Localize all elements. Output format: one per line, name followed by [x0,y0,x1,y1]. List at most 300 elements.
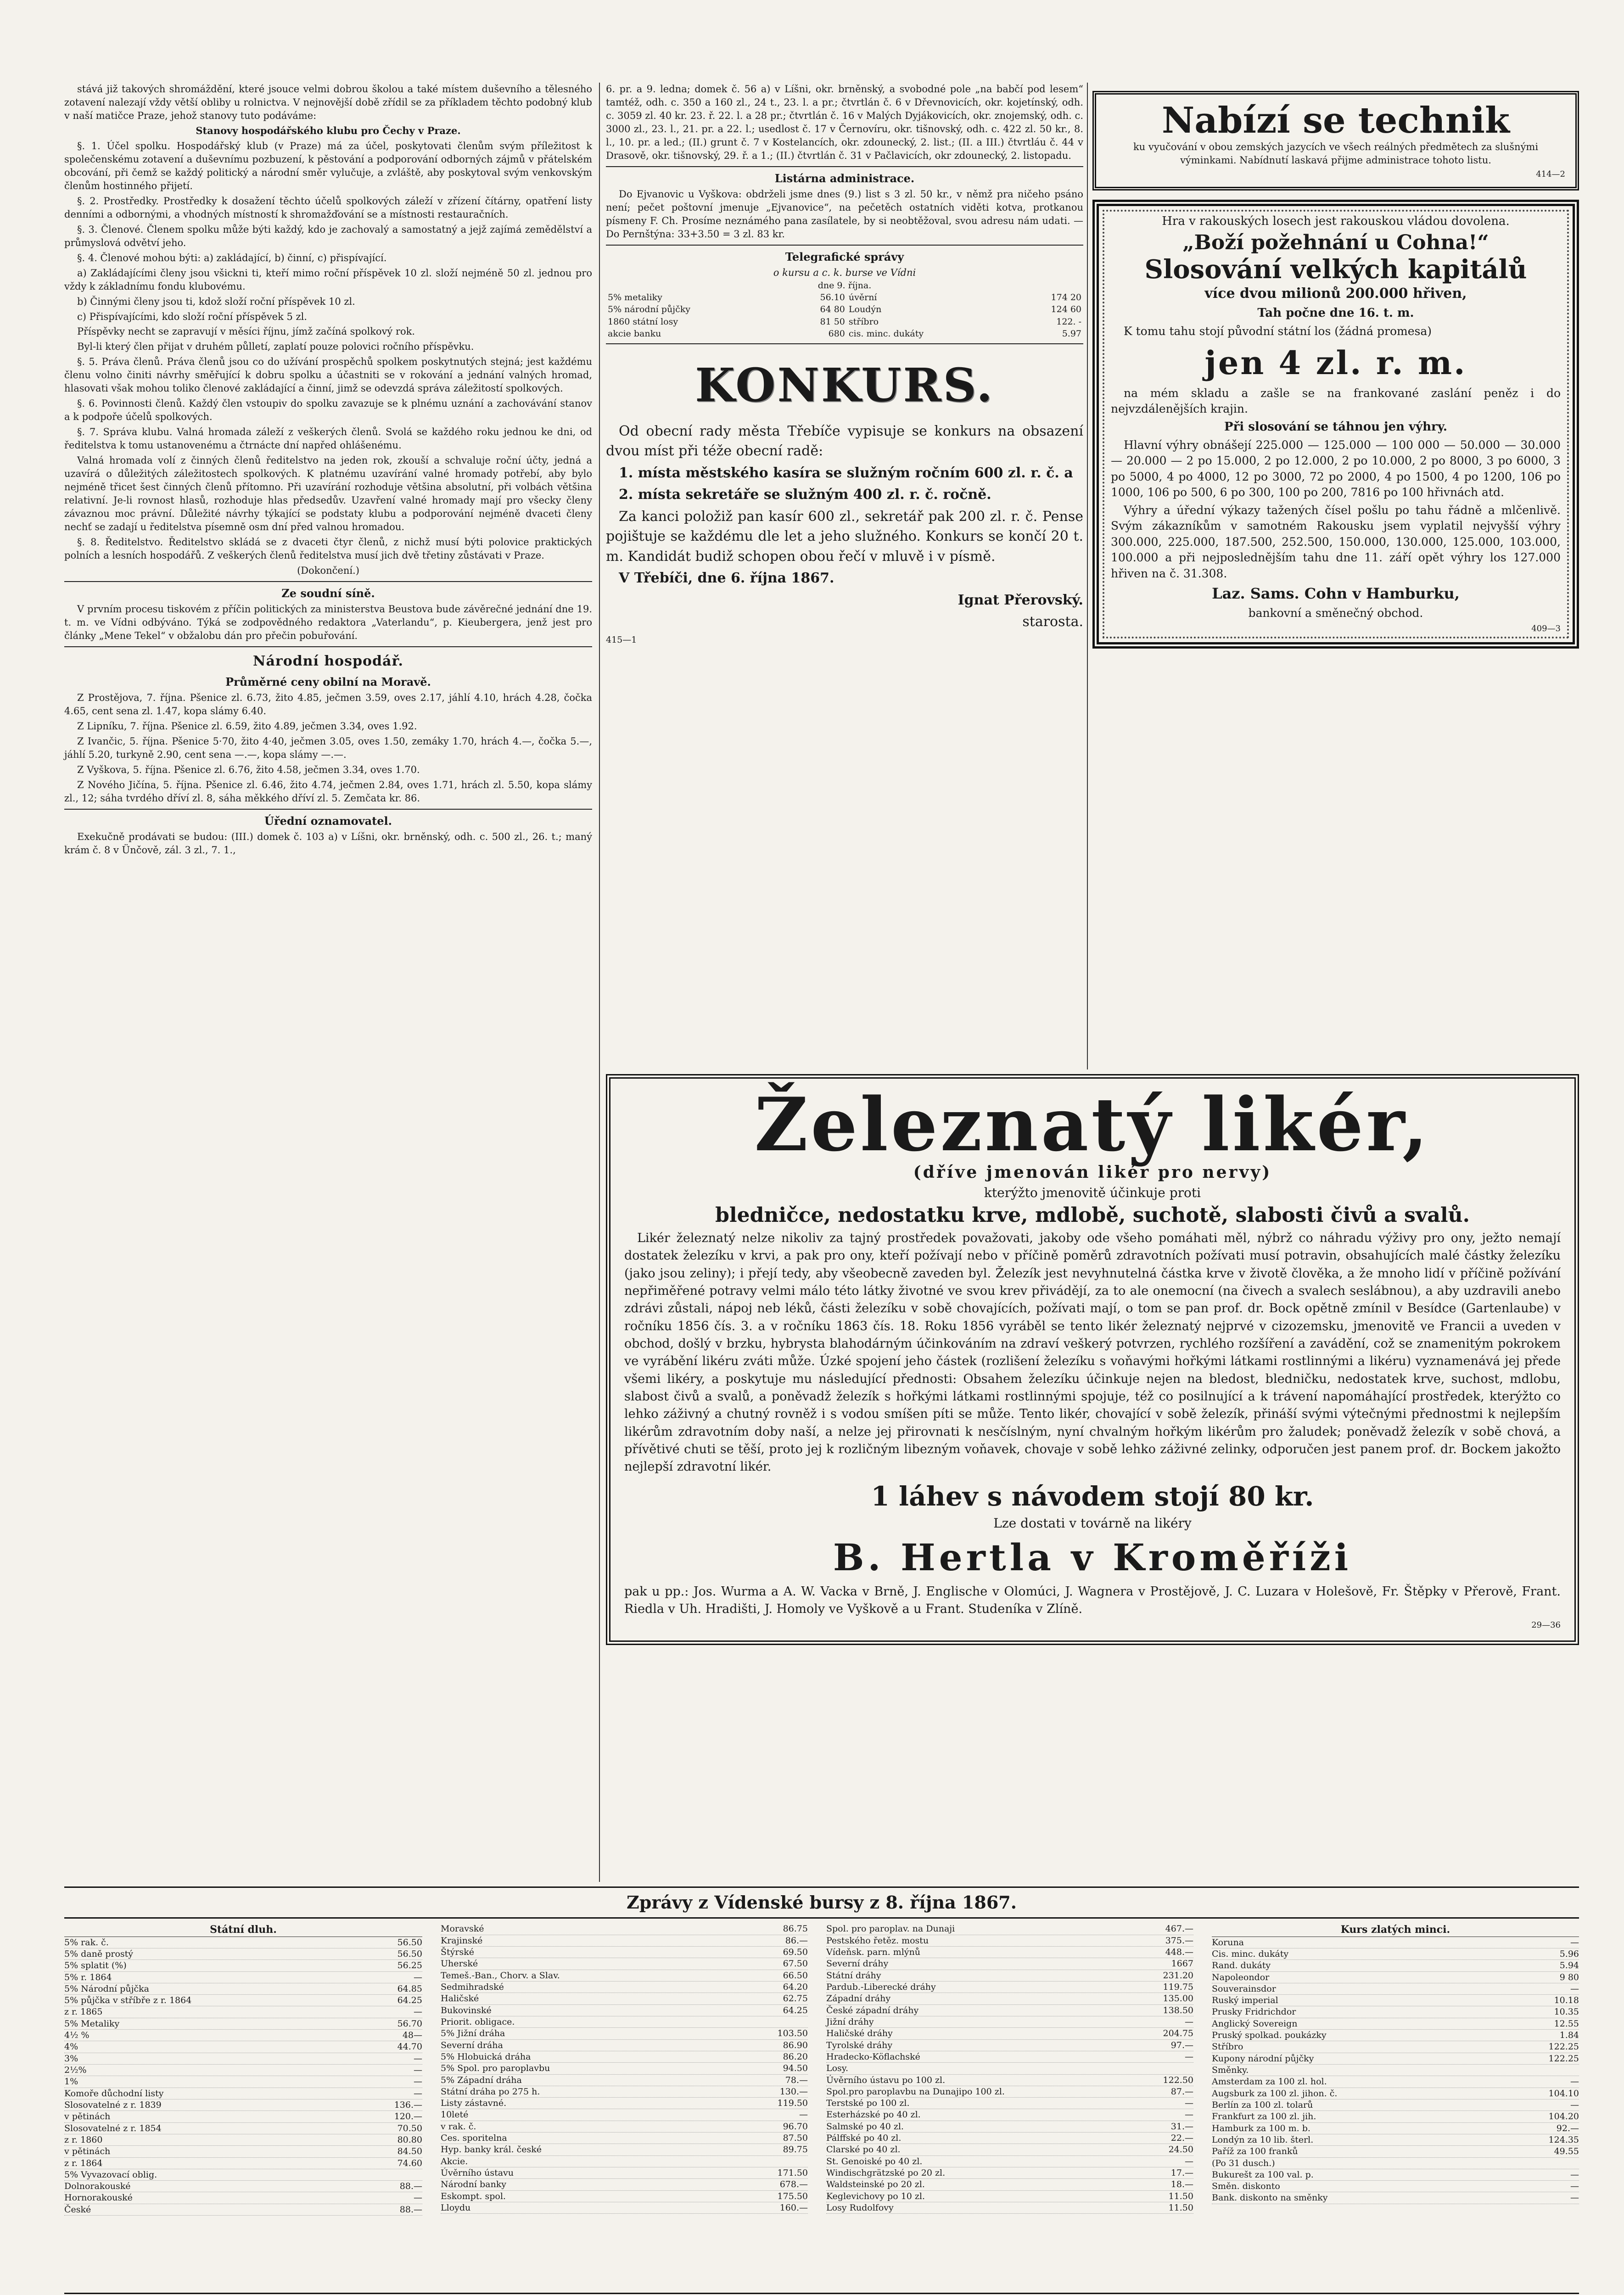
exchange-row [441,1982,808,1993]
exchange-row [1212,1960,1579,1971]
exchange-row [441,2075,808,2086]
rate-value: 124 60 [1051,304,1081,315]
exchange-row [826,2202,1193,2214]
exchange-row [64,1972,422,1983]
exchange-item-name: 10leté [441,2110,469,2120]
stanovy-paragraph: §. 1. Účel spolku. Hospodářský klub (v Praze) má za účel, poskytovati členům svým příležitost k společenskému zotavení a duševnímu pozbuzení, k pěstování a podporování odborných zájmů v přátelském obcování, při čemž se každý politický a národní směr vylučuje, a zvláště, aby poskytoval svým venkovským členům hostinného přijetí. [64,140,592,191]
exchange-row [1212,2169,1579,2181]
admin-letters-paragraph: Do Ejvanovic u Vyškova: obdrželi jsme dnes (9.) list s 3 zl. 50 kr., v němž pra ničeho psáno není; pečet poštovní jmenuje „Ejvanovice“, na pečetěch ostatních viděti kotva, protkanou písmeny F. Ch. Prosíme neznámého pana zasílatele, by si neobtěžoval, svou adresu nám udati. — Do Pernštýna: 33+3.50 = 3 zl. 83 kr. [606,188,1083,240]
exchange-item-name: Londýn za 10 lib. šterl. [1212,2134,1314,2145]
rate-name: 5% národní půjčky [608,304,690,315]
stanovy-paragraph: §. 4. Členové mohou býti: a) zakládající, b) činní, c) přispívající. [77,252,387,263]
exchange-item-value: 22.— [1170,2133,1193,2144]
exchange-item-value: 89.75 [783,2144,808,2155]
exchange-item-name: Souverainsdor [1212,1983,1276,1994]
exchange-item-name: 4½ % [64,2030,90,2041]
exchange-row [826,2109,1193,2121]
exchange-item-value: 375.— [1165,1935,1193,1946]
exchange-row [441,1947,808,1958]
exchange-item-name: Kupony národní půjčky [1212,2053,1314,2064]
exchange-item-name: Frankfurt za 100 zl. jih. [1212,2111,1316,2122]
grain-prices-title: Průměrné ceny obilní na Moravě. [225,675,431,689]
exchange-item-name: Augsburk za 100 zl. jihon. č. [1212,2088,1338,2099]
exchange-item-name: v rak. č. [441,2121,476,2132]
exchange-item-name: Směn. diskonto [1212,2181,1280,2192]
exchange-item-name: 5% daně prostý [64,1948,133,1959]
lottery-sum: více dvou milionů 200.000 hřiven, [1204,285,1467,302]
exchange-item-value: 64.25 [397,1995,422,2006]
exchange-item-name: Listy zástavné. [441,2098,507,2109]
exchange-item-value: 62.75 [783,1993,808,2004]
exchange-row [826,2075,1193,2086]
lottery-headline: „Boží požehnání u Cohna!“ [1182,231,1489,255]
exchange-item-name: 5% r. 1864 [64,1972,112,1982]
technician-ad-title: Nabízí se technik [1161,100,1510,141]
exchange-item-value: 88.— [399,2181,422,2192]
exchange-row [441,2133,808,2144]
exchange-item-name: Státní dráha po 275 h. [441,2086,540,2097]
exchange-item-name: Pestského řetěz. mostu [826,1935,929,1946]
stanovy-paragraph: §. 7. Správa klubu. Valná hromada záleží z veškerých členů. Svolá se každého roku jednou ke dni, od ředitelstva k tomu ustanovenému a čtrnácte dní napřed ohlášenému. [64,426,592,451]
column-right [1092,83,1579,649]
vienna-exchange-report [64,1886,1579,2290]
exchange-row [1212,2146,1579,2157]
lottery-ad [1092,200,1579,649]
exchange-item-value: — [1570,2181,1579,2192]
exchange-item-name: Keglevichovy po 10 zl. [826,2191,925,2201]
exchange-item-value: — [1185,2098,1193,2109]
grain-price-paragraph: Z Ivančic, 5. října. Pšenice 5·70, žito 4·40, ječmen 3.05, oves 1.50, zemáky 1.70, hrách 4.—, čočka 5.—, jáhlí 5.20, turkyně 2.90, cent sena —.—, kopa slámy —.—. [64,736,592,761]
exchange-item-name: Hradecko-Köflachské [826,2051,920,2062]
exchange-row [826,1923,1193,1935]
konkurs-item: 1. místa městského kasíra se služným ročním 600 zl. r. č. a [619,465,1073,481]
exchange-item-name: Spol. pro paroplav. na Dunaji [826,1924,955,1934]
exchange-row [826,2063,1193,2074]
grain-price-paragraph: Z Lipníku, 7. října. Pšenice zl. 6.59, žito 4.89, ječmen 3.34, oves 1.92. [77,721,417,732]
exchange-item-name: Prusky Fridrichdor [1212,2007,1296,2017]
exchange-item-value: 122.25 [1548,2042,1579,2052]
exchange-item-value: 96.70 [783,2121,808,2132]
liqueur-dealers: pak u pp.: Jos. Wurma a A. W. Vacka v Brně, J. Englische v Olomúci, J. Wagnera v Prostějově, J. C. Luzara v Holešově, Fr. Štěpky v Přerově, Frant. Riedla v Uh. Hradišti, J. Homoly ve Vyškově a u Frant. Studeníka v Zlíně. [624,1584,1561,1616]
exchange-item-name: 1% [64,2077,78,2087]
exchange-item-name: Severní dráhy [826,1959,889,1969]
lottery-firm-line: bankovní a směnečný obchod. [1248,606,1423,620]
table-row [606,316,1083,328]
exchange-item-value: 130.— [779,2086,808,2097]
exchange-item-name: St. Genoiské po 40 zl. [826,2156,923,2166]
liqueur-subtitle: (dříve jmenován likér pro nervy) [913,1163,1272,1182]
exchange-row [441,2121,808,2133]
exchange-item-value: 135.00 [1163,1993,1193,2004]
exchange-item-value: 11.50 [1168,2202,1193,2213]
divider [64,809,592,810]
lottery-number: 409—3 [1531,623,1561,633]
telegraph-subtitle: o kursu a c. k. burse ve Vídni [773,267,916,278]
exchange-item-value: 92.— [1556,2123,1579,2133]
exchange-row [826,2086,1193,2098]
exchange-row [1212,2006,1579,2018]
exchange-item-value: 64.85 [397,1983,422,1994]
exchange-item-name: Esterházské po 40 zl. [826,2110,921,2120]
exchange-item-value: 10.35 [1554,2007,1579,2017]
exchange-item-name: Slosovatelné z r. 1854 [64,2123,162,2133]
stanovy-paragraph: Příspěvky necht se zapravují v měsíci říjnu, jímž začíná spolkový rok. [77,326,415,337]
exchange-item-value: 122.25 [1548,2053,1579,2064]
exchange-row [441,2016,808,2028]
exchange-row [826,2179,1193,2190]
exchange-row [64,1960,422,1971]
exchange-row [441,2179,808,2190]
exchange-row [441,2167,808,2179]
exchange-row [441,1970,808,1982]
exchange-item-value: — [414,1972,422,1982]
exchange-item-name: Akcie. [441,2156,468,2166]
liqueur-available: Lze dostati v továrně na likéry [993,1515,1192,1531]
exchange-row [64,2169,422,2181]
table-row [606,291,1083,303]
court-paragraph: V prvním procesu tiskovém z příčin politických za ministerstva Beustova bude závěrečné jednání dne 19. t. m. ve Vídni odbýváno. Týká se zodpovědného redaktora „Vaterlandu“, p. Kieubergera, jenž jest pro články „Mene Tekel“ v obžalobu dán pro přečin pobuřování. [64,604,592,641]
exchange-row [826,1993,1193,2004]
liqueur-title: Železnatý likér, [754,1081,1431,1168]
exchange-row [826,2098,1193,2109]
exchange-row [1212,2123,1579,2134]
exchange-row [1212,1972,1579,1983]
exchange-item-name: 5% půjčka v stříbře z r. 1864 [64,1995,192,2006]
rate-value: 174 20 [1051,292,1081,303]
exchange-row [64,2030,422,2041]
konkurs-details: Za kanci položiž pan kasír 600 zl., sekretář pak 200 zl. r. č. Pense pojištuje se každému dle let a jeho služného. Konkurs se končí 20 t. m. Kandidát budiž schopen obou řečí v mluvě i v písmě. [606,508,1083,565]
exchange-item-value: 10.18 [1554,1995,1579,2006]
exchange-row [441,2156,808,2167]
rate-name: 5% metaliky [608,292,662,303]
exchange-column [64,1923,422,2216]
exchange-item-value: 104.10 [1548,2088,1579,2099]
iron-liqueur-ad [606,1074,1579,1645]
exchange-item-name: 5% Vyvazovací oblig. [64,2169,157,2180]
stanovy-paragraph: §. 2. Prostředky. Prostředky k dosažení těchto účelů spolkových záleží v zřízení čítárny, opatření listy denními a odbornými, a vhodných místností k shromažďování se a místnosti restauračních. [64,195,592,220]
konkurs-signature: Ignat Přerovský. [958,592,1083,608]
exchange-item-name: Národní banky [441,2179,506,2190]
exchange-item-value: 67.50 [783,1959,808,1969]
exchange-item-value: 80.80 [397,2134,422,2145]
exchange-item-name: Bukurešt za 100 val. p. [1212,2169,1314,2180]
exchange-item-name: Hornorakouské [64,2193,133,2203]
telegraph-title: Telegrafické správy [785,250,904,263]
exchange-item-name: 5% Metaliky [64,2018,120,2029]
exchange-row [441,2028,808,2039]
lottery-firm: Laz. Sams. Cohn v Hamburku, [1212,585,1460,603]
grain-price-paragraph: Z Prostějova, 7. října. Pšenice zl. 6.73, žito 4.85, ječmen 3.59, oves 2.17, jáhlí 4.10, hrách 4.28, čočka 4.65, cent sena zl. 1.47, kopa slámy 6.40. [64,692,592,717]
exchange-row [826,2133,1193,2144]
table-row [606,328,1083,340]
exchange-item-value: — [1570,2193,1579,2203]
lottery-text: na mém skladu a zašle se na frankované zaslání peněz i do nejvzdálenějších krajin. [1111,386,1561,416]
column-rule [1087,83,1088,1069]
exchange-item-value: 70.50 [397,2123,422,2133]
konkurs-role: starosta. [1022,614,1083,630]
exchange-row [441,2040,808,2051]
rate-value: 56.10 [820,292,845,303]
exchange-item-value: 74.60 [397,2158,422,2168]
table-row [606,303,1083,315]
exchange-item-value: 119.50 [777,2098,808,2109]
exchange-item-value: 86.20 [783,2051,808,2062]
exchange-item-value: 171.50 [777,2168,808,2178]
exchange-item-name: Salmské po 40 zl. [826,2121,904,2132]
lottery-title: Slosování velkých kapitálů [1144,254,1527,285]
exchange-item-value: 448.— [1165,1947,1193,1958]
exchange-row [1212,2053,1579,2065]
exchange-item-name: Pálffské po 40 zl. [826,2133,902,2144]
exchange-item-name: Pruský spolkad. poukázky [1212,2030,1327,2041]
divider [606,343,1083,344]
exchange-item-value: — [414,2088,422,2099]
exchange-item-name: Štýrské [441,1947,474,1958]
exchange-item-value: — [414,2065,422,2076]
exchange-item-value: 1667 [1171,1959,1193,1969]
exchange-item-value: 56.25 [397,1960,422,1971]
column-rule [599,83,600,1882]
exchange-item-name: Cis. minc. dukáty [1212,1948,1289,1959]
exchange-item-name: Spol.pro paroplavbu na Dunajipo 100 zl. [826,2086,1005,2097]
divider [606,166,1083,167]
exchange-row [64,2181,422,2192]
exchange-columns [64,1919,1579,2290]
exchange-row [441,2005,808,2016]
rate-value: 122. - [1056,316,1081,327]
admin-letters-title: Listárna administrace. [774,171,915,185]
exchange-row [826,2191,1193,2202]
exchange-item-value: 175.50 [777,2191,808,2201]
exchange-item-name: 4% [64,2042,78,2052]
exchange-row [1212,2192,1579,2204]
official-notices-title: Úřední oznamovatel. [264,814,392,828]
liqueur-line: kterýžto jmenovitě účinkuje proti [984,1185,1201,1200]
exchange-row [64,2123,422,2134]
exchange-item-name: Amsterdam za 100 zl. hol. [1212,2077,1327,2087]
stanovy-paragraph: §. 3. Členové. Členem spolku může býti každý, kdo je zachovalý a samostatný a jejž zajímá zemědělství a průmyslová odvětví jeho. [64,224,592,248]
exchange-item-name: Hamburk za 100 m. b. [1212,2123,1310,2133]
exchange-item-value: 44.70 [397,2042,422,2052]
konkurs-title: KONKURS. [695,358,994,412]
exchange-row [64,2088,422,2099]
stanovy-title: Stanovy hospodářského klubu pro Čechy v Praze. [196,124,461,136]
exchange-item-value: — [1570,2099,1579,2110]
exchange-item-value: — [799,2110,808,2120]
exchange-item-value: 467.— [1165,1924,1193,1934]
rate-value: 81 50 [820,316,845,327]
exchange-item-name: Temeš.-Ban., Chorv. a Slav. [441,1970,560,1981]
grain-price-paragraph: Z Vyškova, 5. října. Pšenice zl. 6.76, žito 4.58, ječmen 3.34, oves 1.70. [77,764,420,776]
konkurs-notice [606,421,1083,647]
exchange-item-name: Losy. [826,2063,849,2074]
exchange-row [826,1970,1193,1982]
exchange-item-name: Hyp. banky král. české [441,2144,542,2155]
exchange-row [826,2121,1193,2133]
exchange-row [64,2006,422,2018]
exchange-item-name: Napoleondor [1212,1972,1270,1982]
exchange-item-value: 87.50 [783,2133,808,2144]
exchange-item-value: — [414,2053,422,2064]
exchange-item-name: Vídeňsk. parn. mlýnů [826,1947,920,1958]
exchange-item-name: Haličské dráhy [826,2028,893,2039]
exchange-row [1212,2065,1579,2076]
exchange-item-name: Západní dráhy [826,1993,891,2004]
rate-name: stříbro [848,316,879,327]
exchange-row [64,2018,422,2030]
exchange-item-name: Uherské [441,1959,478,1969]
rate-value: 64 80 [820,304,845,315]
exchange-item-name: Jižní dráhy [826,2016,874,2027]
exchange-item-value: 136.— [394,2099,422,2110]
exchange-row [1212,2088,1579,2099]
lottery-text: Hlavní výhry obnášejí 225.000 — 125.000 — 100 000 — 50.000 — 30.000 — 20.000 — 2 po 15.000, 2 po 12.000, 2 po 10.000, 2 po 8000, 3 po 6000, 3 po 5000, 4 po 4000, 12 po 3000, 72 po 2000, 4 po 1500, 4 po 1200, 106 po 1000, 106 po 500, 6 po 300, 100 po 200, 7816 po 100 hřivnách atd. [1111,438,1561,499]
exchange-item-value: — [1570,2077,1579,2087]
exchange-item-value: 138.50 [1163,2005,1193,2015]
exchange-row [441,1958,808,1970]
exchange-item-name: České západní dráhy [826,2005,919,2015]
exchange-row [441,2109,808,2121]
exchange-item-value: — [1570,1937,1579,1948]
exchange-item-value: 119.75 [1163,1982,1193,1992]
exchange-item-value: 48— [402,2030,422,2041]
exchange-item-value: 9 80 [1559,1972,1579,1982]
exchange-item-name: Severní dráha [441,2040,503,2050]
rate-value: 5.97 [1062,328,1081,339]
exchange-item-value: 56.70 [397,2018,422,2029]
publisher-footer [64,2293,1579,2295]
konkurs-item: 2. místa sekretáře se služným 400 zl. r. č. ročně. [619,487,991,503]
divider [606,245,1083,246]
exchange-row [64,2111,422,2122]
exchange-row [64,2146,422,2157]
konkurs-intro: Od obecní rady města Třebíče vypisuje se konkurs na obsazení dvou míst při téže obecní radě: [606,423,1083,459]
exchange-row [441,1923,808,1935]
exchange-item-value: 11.50 [1168,2191,1193,2201]
exchange-item-value: 56.50 [397,1948,422,1959]
exchange-row [441,2191,808,2202]
exchange-item-value: — [1185,2016,1193,2027]
exchange-item-name: Slosovatelné z r. 1839 [64,2099,162,2110]
exchange-row [1212,2111,1579,2122]
exchange-item-value: 31.— [1170,2121,1193,2132]
lottery-start: Tah počne dne 16. t. m. [1257,306,1414,320]
stanovy-paragraph: Byl-li který člen přijat v druhém půlletí, zaplatí pouze polovici ročního příspěvku. [77,341,474,353]
exchange-row [1212,2018,1579,2030]
exchange-item-name: Priorit. obligace. [441,2016,515,2027]
exchange-item-name: Berlín za 100 zl. tolarů [1212,2099,1313,2110]
exchange-item-value: — [1185,2156,1193,2166]
exchange-item-value: 66.50 [783,1970,808,1981]
exchange-item-name: Eskompt. spol. [441,2191,506,2201]
exchange-item-name: Lloydu [441,2202,471,2213]
exchange-row [441,1935,808,1947]
exchange-row [64,2192,422,2204]
exchange-column [1212,1923,1579,2204]
exchange-item-name: 5% Národní půjčka [64,1983,149,1994]
exchange-row [826,1947,1193,1958]
exchange-row [826,2028,1193,2039]
exchange-row [64,2204,422,2216]
exchange-item-value: 88.— [399,2204,422,2215]
exchange-row [826,2016,1193,2028]
exchange-item-name: Státní dráhy [826,1970,881,1981]
exchange-item-name: Terstské po 100 zl. [826,2098,910,2109]
exchange-item-name: Ces. sporitelna [441,2133,507,2144]
exchange-item-value: 5.96 [1559,1948,1579,1959]
rate-name: 1860 státní losy [608,316,678,327]
column-middle [606,83,1083,649]
exchange-item-value: — [1570,2169,1579,2180]
exchange-item-value: 124.35 [1548,2134,1579,2145]
stanovy-paragraph: a) Zakládajícími členy jsou všickni ti, kteří mimo roční příspěvek 10 zl. složí nejméně 50 zl. jednou pro vždy k základnímu fondu klubovému. [64,267,592,292]
exchange-row [826,1935,1193,1947]
exchange-item-value: 231.20 [1163,1970,1193,1981]
exchange-row [64,2053,422,2065]
exchange-row [441,2144,808,2155]
liqueur-body: Likér železnatý nelze nikoliv za tajný prostředek považovati, jakoby ode všeho pomáhati měl, nýbrž co náhradu výživy pro ony, ježto nemají dostatek železíku v krvi, a pak pro ony, kteří požívají nebo v příčině poměrů zdravotních požívati musí potravin, obsahujících malé částky železíku (jako jsou zeliny); i přejí tedy, aby všeobecně zaveden byl. Železík jest nevyhnutelná částka krve v životě člověka, a že mnoho lidí v příčině požívání nepřiměřené potravy velmi málo této látky životné ve svou krev přivádějí, za to ale onemocní (na čivech a svalech seslábnou), a aby uzdravili anebo zdrávi zůstali, nápoj neb léků, části železíku v sobě chovajících, požívati mají, o tom se pan prof. dr. Bock opětně zmínil v Besídce (Gartenlaube) v ročníku 1856 čís. 3. a v ročníku 1863 čís. 18. Roku 1856 vyráběl se tento likér železnatý nejprvé v cizozemsku, jmenovitě ve Francii a uveden v obchod, došlý v brzku, hybrysta blahodárným účinkováním na zdraví veškerý potvrzen, rychlého rozšíření a zavádění, což se znamenitým pokrokem ve vyrábění likéru zváti může. Úzké spojení jeho částek (rozlišení železíku s voňavými hořkými látkami rostlinnými a likéru) vyznamenává jej přede všemi likéry, a poskytuje mu následující přednosti: Obsahem železíku účinkuje nejen na bledost, bledničku, nedostatek krve, suchost, mdlobu, slabost čivů a svalů, a poněvadž železík s hořkými látkami rostlinnými spojuje, též co posilnující a k trávení napomáhající prostředek, kterýžto co lehko záživný a chutný rovněž i s vodou smíšen píti se může. Tento likér, chovající v sobě železík, přináší svými výtečnými přednostmi k nejlepším likérům zdravotním doby naší, a nelze jej přirovnati k nesčíslným, nyní chvalným hořkým likérům pro žaludek; poněvadž železík v sobě chová, a přívětivé chuti se těší, proto jej k rozličným libezným voňavek, chovaje v sobě lehko záživné zelinky, odporučen jest panem prof. dr. Bockem jakožto nejlepší zdravotní likér. [624,1231,1561,1474]
technician-ad [1092,91,1579,190]
divider [64,646,592,647]
exchange-row [64,2099,422,2111]
exchange-item-name: Pardub.-Liberecké dráhy [826,1982,936,1992]
exchange-row [1212,1937,1579,1948]
exchange-item-name: Moravské [441,1924,484,1934]
stanovy-paragraph: §. 8. Ředitelstvo. Ředitelstvo skládá se z dvaceti čtyr členů, z nichž musí býti polovice praktických polních a lesních hospodářů. Z veškerých členů ředitelstva musí jich dvě třetiny zůstávati v Praze. [64,537,592,561]
exchange-row [441,2086,808,2098]
liqueur-claims: bledničce, nedostatku krve, mdlobě, suchotě, slabosti čivů a svalů. [715,1203,1470,1227]
exchange-item-value: 12.55 [1554,2018,1579,2029]
exchange-item-value: — [414,2193,422,2203]
exchange-item-value: 86.75 [783,1924,808,1934]
exchange-item-value: 64.25 [783,2005,808,2015]
exchange-row [826,2051,1193,2063]
exchange-item-value: 78.— [785,2075,808,2085]
exchange-item-name: Paříž za 100 franků [1212,2146,1298,2157]
exchange-item-name: Úvěrního ústavu po 100 zl. [826,2075,946,2085]
exchange-item-value: 87.— [1170,2086,1193,2097]
exchange-item-value: 97.— [1170,2040,1193,2050]
exchange-item-name: v pětinách [64,2146,111,2157]
exchange-item-value: 84.50 [397,2146,422,2157]
newspaper-page [64,83,1579,2295]
exchange-item-name: Tyrolské dráhy [826,2040,893,2050]
exchange-item-name: Haličské [441,1993,479,2004]
exchange-item-value: 86.90 [783,2040,808,2050]
rate-name: akcie banku [608,328,661,339]
rate-name: Loudýn [848,304,882,315]
exchange-row [826,2005,1193,2016]
technician-ad-text: ku vyučování v obou zemských jazycích ve všech reálných předmětech za slušnými výminkami. Nabídnutí laskavá přijme administrace tohoto listu. [1133,141,1539,166]
official-notices-paragraph: Exekučně prodávati se budou: (III.) domek č. 103 a) v Líšni, okr. brněnský, odh. c. 500 zl., 26. t.; maný krám č. 8 v Ünčově, zál. 3 zl., 7. 1., [64,831,592,856]
exchange-item-value: — [414,2007,422,2017]
exchange-item-value: 56.50 [397,1937,422,1948]
exchange-column-head: Státní dluh. [64,1923,422,1937]
exchange-row [826,2167,1193,2179]
exchange-row [64,1995,422,2006]
technician-ad-number: 414—2 [1536,169,1565,179]
exchange-item-value: 204.75 [1163,2028,1193,2039]
exchange-item-value: — [1570,1983,1579,1994]
exchange-item-name: Dolnorakouské [64,2181,131,2192]
exchange-item-name: Rand. dukáty [1212,1960,1271,1971]
exchange-item-value: 678.— [779,2179,808,2190]
exchange-row [441,2202,808,2214]
exchange-item-name: z r. 1860 [64,2134,103,2145]
exchange-item-name: Bukovinské [441,2005,492,2015]
liqueur-firm: B. Hertla v Kroměříži [833,1536,1352,1579]
exchange-item-value: 103.50 [777,2028,808,2039]
